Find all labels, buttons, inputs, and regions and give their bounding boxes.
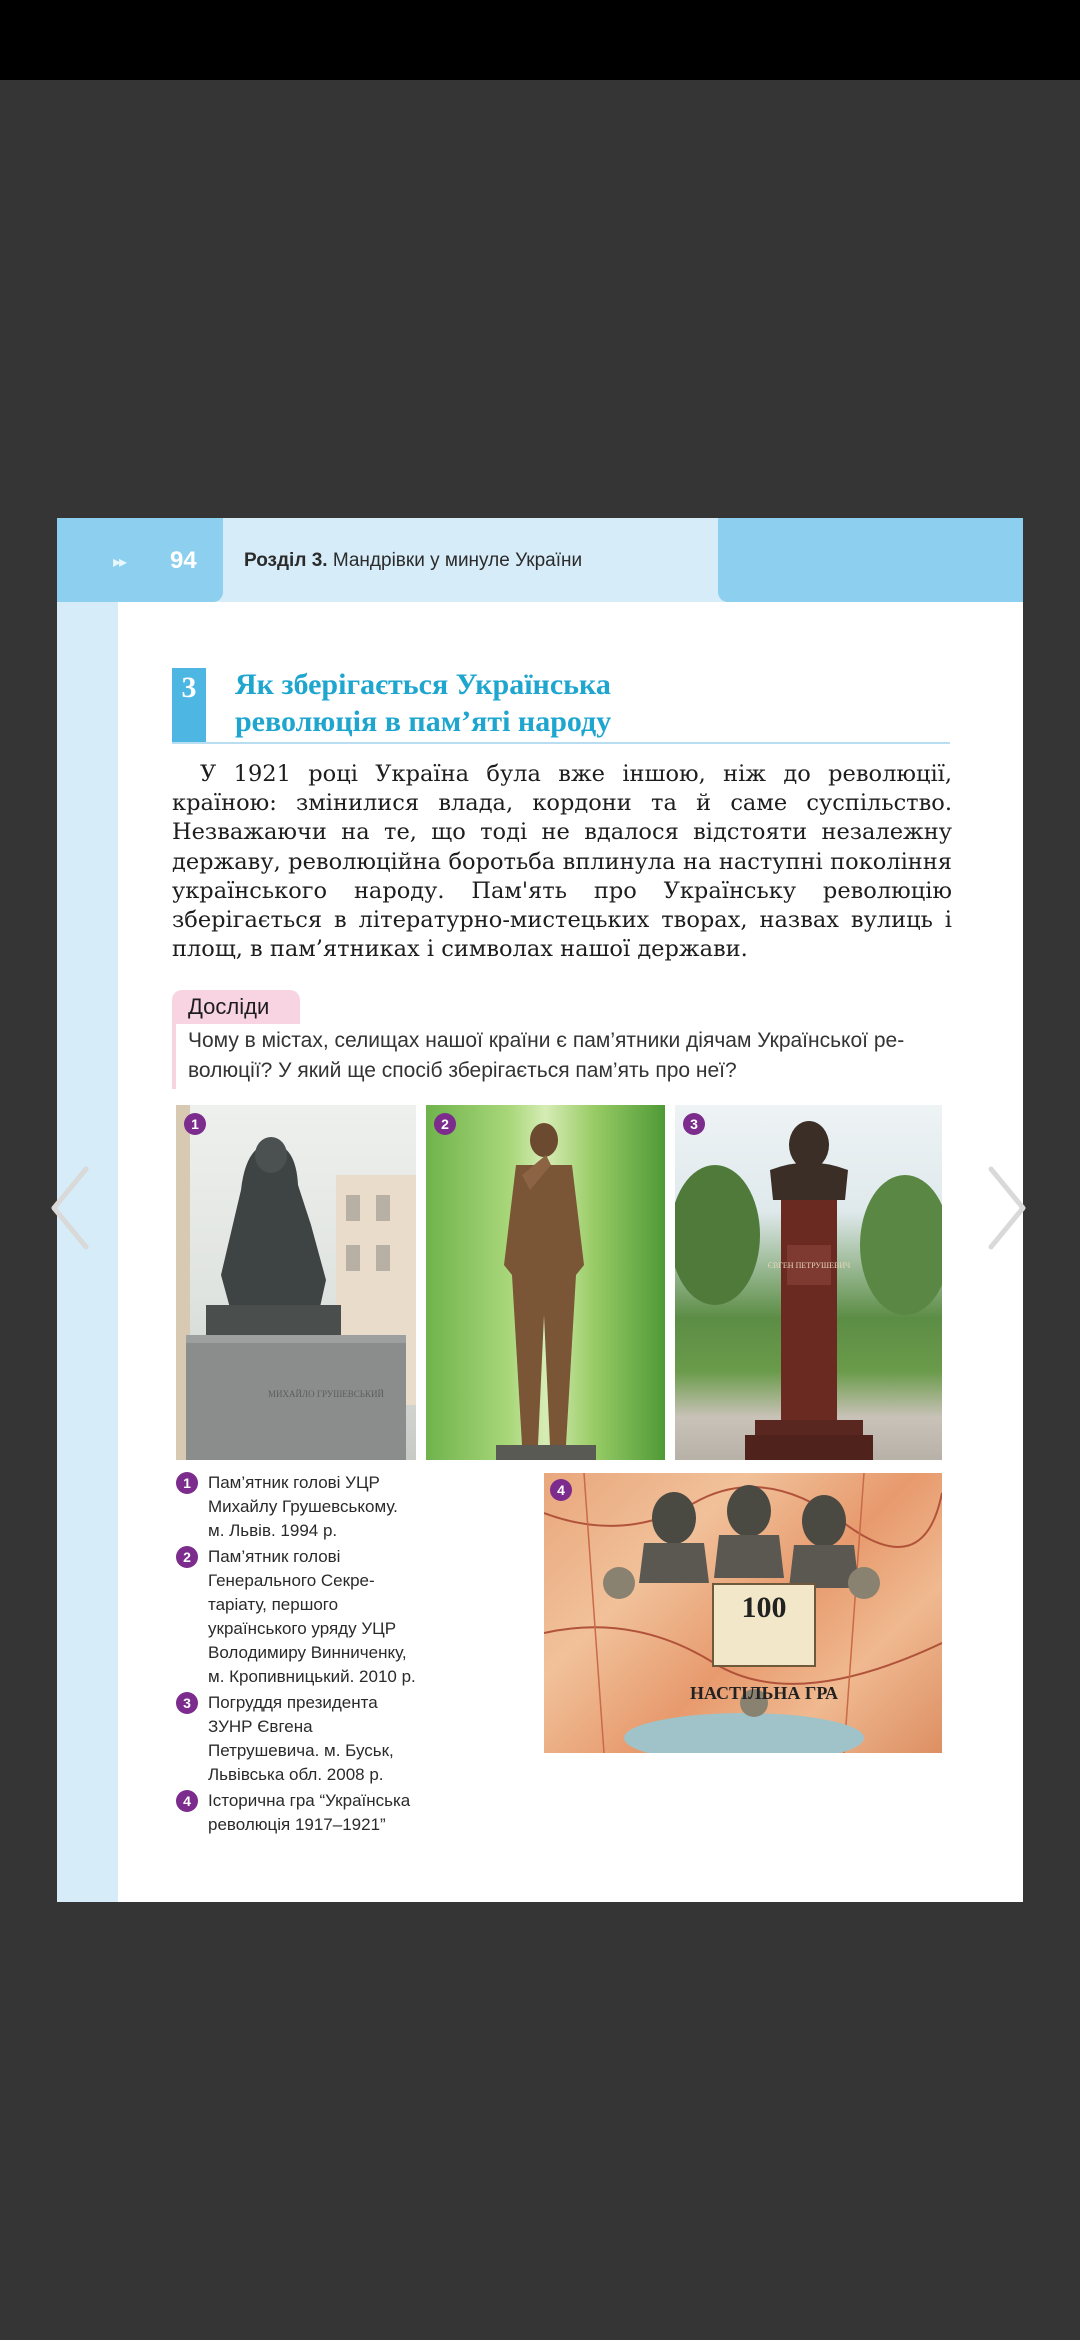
photo-petrushevych-bust	[675, 1105, 942, 1460]
topic-title-line1: Як зберігається Українська	[235, 668, 611, 701]
photo-captions	[176, 1471, 416, 1839]
header-left-tab	[57, 518, 223, 602]
topic-title-line2: революція в пам’яті народу	[235, 705, 612, 738]
chevron-left-icon	[48, 1163, 92, 1253]
photo-4-badge: 4	[550, 1479, 572, 1501]
page-number: 94	[170, 547, 197, 574]
body-paragraph: У 1921 році Україна була вже іншою, ніж до революції, країною: змінилися влада, кордони та й саме суспільство. Незважаючи на те, що тоді не вдалося відстояти незалежну державу, революційна боротьба вплинула на наступні покоління українського народу. Пам'ять про Українську революцію зберігається в літературно-мистецьких творах, назвах вулиць і площ, в пам’ятниках і символах нашої держави.	[172, 761, 952, 963]
header-arrows-icon: ▸▸	[113, 554, 126, 571]
explore-tag: Досліди	[172, 990, 300, 1024]
caption-1-text: Пам’ятник голові УЦР Михайлу Грушевському. м. Львів. 1994 р.	[208, 1473, 398, 1540]
caption-2-badge: 2	[176, 1546, 198, 1568]
petrushevych-bust-illustration	[675, 1105, 942, 1460]
caption-3-text: Погруддя президента ЗУНР Євгена Петрушевича. м. Буськ, Львівська обл. 2008 р.	[208, 1693, 394, 1784]
book-page	[57, 518, 1023, 1902]
photo-3-badge: 3	[683, 1113, 705, 1135]
section-label: Розділ 3.	[244, 550, 328, 571]
photo-1-badge: 1	[184, 1113, 206, 1135]
pedestal-inscription: МИХАЙЛО ГРУШЕВСЬКИЙ	[268, 1389, 384, 1399]
top-status-bar	[0, 0, 1080, 80]
photo-2-badge: 2	[434, 1113, 456, 1135]
header-right-tab	[718, 518, 1023, 602]
game-box-cover	[712, 1583, 816, 1667]
next-page-button[interactable]	[985, 1163, 1029, 1253]
explore-bar	[172, 1023, 176, 1089]
caption-1-badge: 1	[176, 1472, 198, 1494]
game-box-number: 100	[741, 1591, 787, 1624]
caption-3-badge: 3	[176, 1692, 198, 1714]
chevron-right-icon	[985, 1163, 1029, 1253]
photo-board-game	[544, 1473, 942, 1753]
section-name: Мандрівки у минуле України	[332, 550, 583, 571]
game-box-caption: НАСТІЛЬНА ГРА	[689, 1683, 839, 1703]
explore-question: Чому в містах, селищах нашої країни є пам’ятники діячам Української революції? У який ще спосіб зберігається пам’ять про неї?	[188, 1029, 905, 1082]
photo-vynnychenko-monument	[426, 1105, 665, 1460]
caption-2-text: Пам’ятник голові Генерального Секретаріату, першого українського уряду УЦР Володимиру Винниченку, м. Кропивницький. 2010 р.	[208, 1547, 416, 1686]
photo-hrushevsky-monument	[176, 1105, 416, 1460]
vynnychenko-monument-illustration	[426, 1105, 665, 1460]
caption-4-badge: 4	[176, 1790, 198, 1812]
topic-underline	[172, 742, 950, 744]
hrushevsky-monument-illustration	[176, 1105, 416, 1460]
caption-4	[176, 1789, 416, 1837]
previous-page-button[interactable]	[48, 1163, 92, 1253]
topic-number-badge: 3	[172, 668, 206, 742]
caption-1	[176, 1471, 416, 1543]
caption-3	[176, 1691, 416, 1787]
page-header	[57, 518, 1023, 602]
caption-2	[176, 1545, 416, 1689]
caption-4-text: Історична гра “Українська революція 1917–1921”	[208, 1791, 411, 1834]
topic-title	[235, 666, 755, 740]
bust-plaque-text: ЄВГЕН ПЕТРУШЕВИЧ	[767, 1261, 851, 1270]
section-heading	[244, 550, 582, 572]
